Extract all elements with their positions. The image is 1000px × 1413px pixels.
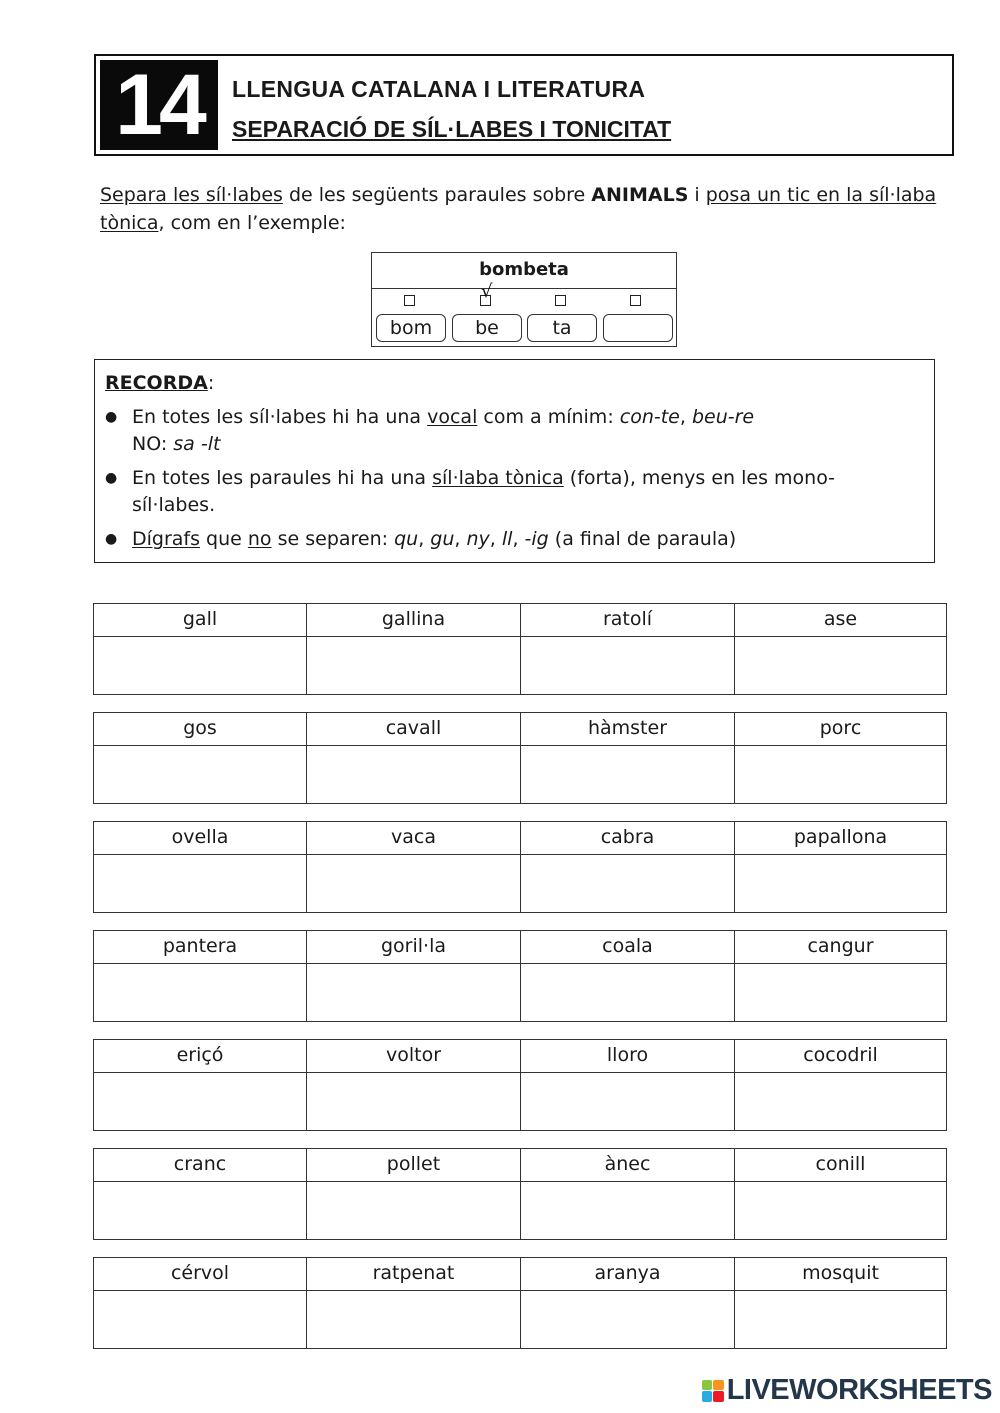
rule-example: beu-re — [691, 406, 755, 428]
rule-text: se separen: — [271, 528, 395, 550]
answer-cell[interactable] — [521, 855, 735, 912]
rule-text: , — [679, 406, 692, 428]
word-cell: cavall — [307, 713, 521, 746]
answer-cell[interactable] — [94, 1291, 307, 1348]
rule-underlined: no — [247, 528, 272, 550]
bullet-icon: ● — [105, 470, 118, 486]
rule-tonic-text — [132, 465, 905, 519]
word-table — [93, 1039, 947, 1131]
rule-underlined: síl·laba tònica — [432, 467, 564, 489]
liveworksheets-logo-text: LIVEWORKSHEETS — [726, 1374, 992, 1406]
answer-cell[interactable] — [307, 1182, 521, 1239]
word-cell: ratolí — [521, 604, 735, 637]
answer-cell[interactable] — [94, 1182, 307, 1239]
rule-example: sa -lt — [173, 433, 221, 455]
answer-cell[interactable] — [307, 1291, 521, 1348]
answer-cell[interactable] — [521, 1182, 735, 1239]
check-mark-icon: √ — [481, 281, 493, 302]
rule-digraphs — [105, 526, 905, 553]
example-word: bombeta — [372, 253, 676, 289]
answer-cell[interactable] — [307, 964, 521, 1021]
rule-underlined: Dígrafs — [132, 528, 201, 550]
rule-example: ny — [466, 528, 490, 550]
answer-cell[interactable] — [735, 1073, 946, 1130]
answer-cell[interactable] — [94, 1073, 307, 1130]
example-checkbox-2 — [480, 281, 493, 306]
answer-cell[interactable] — [307, 855, 521, 912]
answer-cell[interactable] — [94, 964, 307, 1021]
answer-cell[interactable] — [94, 637, 307, 694]
liveworksheets-logo — [702, 1374, 992, 1407]
rule-text: que — [200, 528, 248, 550]
answer-cell[interactable] — [735, 855, 946, 912]
example-box — [371, 252, 677, 347]
bullet-icon: ● — [105, 531, 118, 547]
answer-cell[interactable] — [521, 1291, 735, 1348]
example-checkbox-4 — [630, 295, 641, 306]
instruction-part2: de les següents paraules sobre — [282, 184, 592, 206]
rule-text: síl·labes. — [132, 494, 216, 516]
example-syllable-3: ta — [527, 314, 597, 342]
answer-cell[interactable] — [521, 1073, 735, 1130]
reminder-title-colon: : — [207, 372, 215, 394]
answer-cell[interactable] — [735, 1291, 946, 1348]
instruction-part1: Separa les síl·labes — [100, 184, 283, 206]
instruction-part6: , com en l’exemple: — [158, 212, 346, 234]
word-cell: lloro — [521, 1040, 735, 1073]
example-checkbox-3 — [555, 295, 566, 306]
word-cell: pantera — [94, 931, 307, 964]
answer-cell[interactable] — [94, 855, 307, 912]
answer-cell[interactable] — [735, 637, 946, 694]
word-cell: pollet — [307, 1149, 521, 1182]
rule-example: gu — [430, 528, 455, 550]
word-cell: gall — [94, 604, 307, 637]
topic-title: SEPARACIÓ DE SÍL·LABES I TONICITAT — [232, 116, 672, 142]
word-cell: voltor — [307, 1040, 521, 1073]
word-cell: conill — [735, 1149, 946, 1182]
rule-text: (a final de paraula) — [548, 528, 737, 550]
rule-text: NO: — [132, 433, 174, 455]
rule-example: con-te — [619, 406, 680, 428]
reminder-box — [94, 359, 935, 563]
word-cell: mosquit — [735, 1258, 946, 1291]
subject-title: LLENGUA CATALANA I LITERATURA — [232, 76, 646, 102]
example-syllable-2: be — [452, 314, 522, 342]
rule-example: qu — [394, 528, 419, 550]
rule-text: (forta), menys en les mono- — [563, 467, 836, 489]
word-cell: coala — [521, 931, 735, 964]
word-cell: cranc — [94, 1149, 307, 1182]
logo-square — [713, 1380, 724, 1391]
instruction-part5: posa un tic en la síl·laba tònica — [100, 184, 937, 234]
answer-cell[interactable] — [735, 964, 946, 1021]
word-cell: porc — [735, 713, 946, 746]
answer-cell[interactable] — [735, 746, 946, 803]
word-table — [93, 821, 947, 913]
word-cell: aranya — [521, 1258, 735, 1291]
instructions — [100, 181, 940, 237]
word-cell: ànec — [521, 1149, 735, 1182]
answer-cell[interactable] — [521, 964, 735, 1021]
word-cell: gos — [94, 713, 307, 746]
example-syllable-1: bom — [376, 314, 446, 342]
rule-text: com a mínim: — [477, 406, 620, 428]
word-cell: ratpenat — [307, 1258, 521, 1291]
word-cell: ovella — [94, 822, 307, 855]
answer-cell[interactable] — [521, 637, 735, 694]
worksheet-header — [94, 54, 954, 156]
answer-cell[interactable] — [307, 637, 521, 694]
word-cell: vaca — [307, 822, 521, 855]
logo-square — [702, 1380, 713, 1391]
word-table — [93, 1257, 947, 1349]
answer-cell[interactable] — [307, 746, 521, 803]
word-cell: cocodril — [735, 1040, 946, 1073]
liveworksheets-logo-icon — [702, 1380, 724, 1402]
rule-text: , — [454, 528, 467, 550]
bullet-icon: ● — [105, 409, 118, 425]
rule-tonic — [105, 465, 905, 519]
rule-vowel — [105, 404, 905, 458]
example-checkbox-1 — [404, 295, 415, 306]
answer-cell[interactable] — [521, 746, 735, 803]
rule-underlined: vocal — [427, 406, 478, 428]
example-checkboxes — [372, 281, 676, 311]
word-table — [93, 603, 947, 695]
rule-digraphs-text — [132, 526, 905, 553]
reminder-title-text: RECORDA — [105, 372, 208, 394]
word-cell: goril·la — [307, 931, 521, 964]
answer-cell[interactable] — [735, 1182, 946, 1239]
logo-square — [702, 1391, 713, 1402]
rule-example: ll — [501, 528, 513, 550]
instruction-part3: ANIMALS — [591, 184, 689, 206]
logo-square — [713, 1391, 724, 1402]
reminder-title — [105, 372, 214, 394]
word-cell: gallina — [307, 604, 521, 637]
unit-number-badge: 14 — [100, 60, 218, 150]
word-table — [93, 1148, 947, 1240]
example-syllable-4 — [603, 314, 673, 342]
word-cell: eriçó — [94, 1040, 307, 1073]
rule-text: En totes les síl·labes hi ha una — [132, 406, 428, 428]
word-cell: ase — [735, 604, 946, 637]
rule-text: , — [512, 528, 525, 550]
rule-text: , — [418, 528, 431, 550]
word-cell: cangur — [735, 931, 946, 964]
answer-cell[interactable] — [94, 746, 307, 803]
word-cell: hàmster — [521, 713, 735, 746]
word-cell: cérvol — [94, 1258, 307, 1291]
rule-example: -ig — [524, 528, 549, 550]
word-table — [93, 930, 947, 1022]
rule-text: En totes les paraules hi ha una — [132, 467, 433, 489]
word-cell: cabra — [521, 822, 735, 855]
rule-text: , — [489, 528, 502, 550]
instruction-part4: i — [688, 184, 706, 206]
word-cell: papallona — [735, 822, 946, 855]
rule-vowel-text — [132, 404, 905, 458]
word-table — [93, 712, 947, 804]
answer-cell[interactable] — [307, 1073, 521, 1130]
